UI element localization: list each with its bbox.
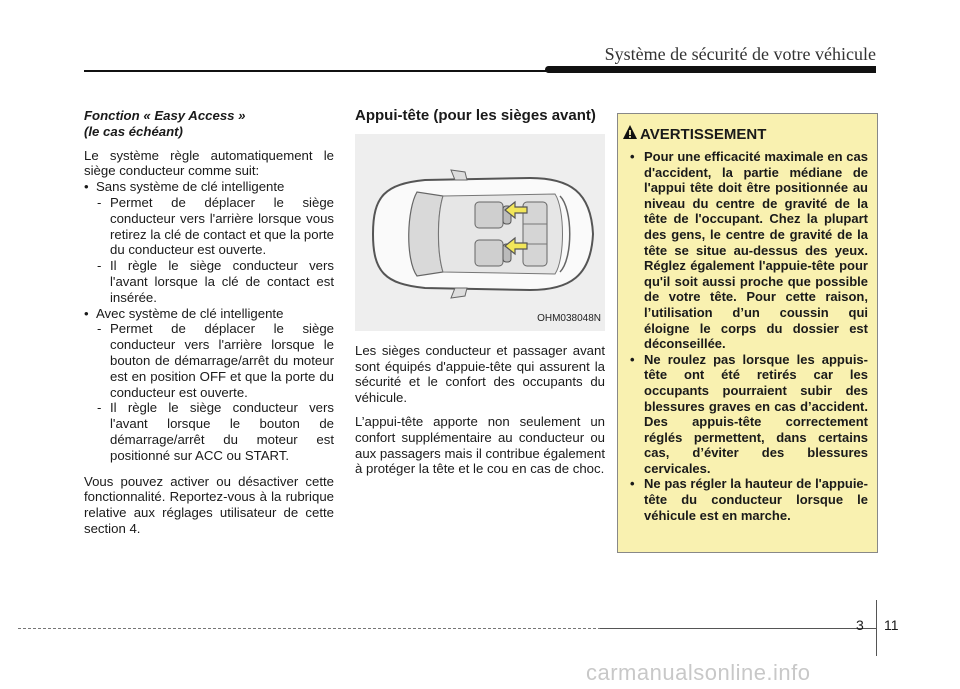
section-title: Système de sécurité de votre véhicule xyxy=(604,44,876,64)
headrest-heading: Appui-tête (pour les sièges avant) xyxy=(355,107,596,124)
subitem-text: Permet de déplacer le siège conducteur vers l'arrière lorsque le bouton de démarrage/arrêt du moteur est en position OFF et que la porte du conducteur est ouverte. xyxy=(110,321,334,400)
warning-item xyxy=(628,149,868,352)
easy-access-title-line1: Fonction « Easy Access » xyxy=(84,108,246,123)
list-item xyxy=(84,306,334,322)
page-number-separator xyxy=(876,600,877,656)
warning-item xyxy=(628,352,868,477)
subitem-text: Il règle le siège conducteur vers l'avant lorsque le bouton de démarrage/arrêt du moteur est positionné sur ACC ou START. xyxy=(110,400,334,463)
column-middle xyxy=(355,108,605,477)
bullet-glyph: • xyxy=(630,149,635,164)
bullet-glyph: • xyxy=(84,305,89,321)
warning-title: AVERTISSEMENT xyxy=(640,126,767,143)
figure-code: OHM038048N xyxy=(537,313,601,324)
dash-glyph: - xyxy=(97,321,102,337)
chapter-number: 3 xyxy=(856,617,864,633)
headrest-paragraph-1: Les sièges conducteur et passager avant sont équipés d'appuie-tête qui assurent la sécurité et le confort des occupants du véhicule. xyxy=(355,342,605,406)
dash-glyph: - xyxy=(97,258,102,274)
warning-item-text: Ne pas régler la hauteur de l'appuie-tête du conducteur lorsque le véhicule est en marche. xyxy=(644,476,868,523)
list-subitem xyxy=(84,195,334,258)
page-number: 11 xyxy=(884,617,899,633)
list-item xyxy=(84,179,334,195)
warning-list xyxy=(628,149,868,523)
subitem-text: Il règle le siège conducteur vers l'avant lorsque la clé de contact est insérée. xyxy=(110,258,334,305)
list-subitem xyxy=(84,400,334,463)
warning-box xyxy=(617,113,878,553)
warning-item-text: Ne roulez pas lorsque les appuis-tête ont été retirés car les occupants pourraient subir des blessures graves en cas d’accident. Des appuis-tête correctement réglés permettent, dans certains cas, d’éviter des blessures cervicales. xyxy=(644,351,868,476)
car-top-view-illustration xyxy=(355,134,605,331)
bullet-text: Avec système de clé intelligente xyxy=(96,305,284,321)
warning-triangle-icon xyxy=(622,124,638,140)
bullet-glyph: • xyxy=(84,179,89,195)
dash-glyph: - xyxy=(97,400,102,416)
dash-glyph: - xyxy=(97,194,102,210)
headrest-paragraph-2: L’appui-tête apporte non seulement un confort supplémentaire au conducteur ou aux passagers mais il contribue également à protéger la tête et le cou en cas de choc. xyxy=(355,413,605,477)
easy-access-title-line2: (le cas échéant) xyxy=(84,123,183,139)
list-subitem xyxy=(84,321,334,400)
car-headrest-figure xyxy=(355,134,605,331)
subitem-text: Permet de déplacer le siège conducteur vers l'arrière lorsque vous retirez la clé de contact et que la porte du conducteur est ouverte. xyxy=(110,194,334,258)
list-subitem xyxy=(84,258,334,305)
watermark: carmanualsonline.info xyxy=(586,660,811,685)
bullet-text: Sans système de clé intelligente xyxy=(96,179,285,195)
warning-item-text: Pour une efficacité maximale en cas d'accident, la partie médiane de l'appui tête doit être positionnée au niveau du centre de gravité de la tête de l'occupant. Chez la plupart des gens, le centre de gravité de la tête se situe au-dessus des yeux. Réglez également l'appuie-tête pour qu'il soit aussi proche que possible de votre tête. Pour cette raison, l’utilisation d’un coussin qui éloigne le corps du dossier est déconseillée. xyxy=(644,149,868,352)
easy-access-outro: Vous pouvez activer ou désactiver cette fonctionnalité. Reportez-vous à la rubrique relative aux réglages utilisateur de cette section 4. xyxy=(84,473,334,536)
easy-access-intro: Le système règle automatiquement le siège conducteur comme suit: xyxy=(84,147,334,179)
bullet-glyph: • xyxy=(630,351,635,367)
footer-rule-solid xyxy=(600,628,876,629)
column-left xyxy=(84,108,334,537)
bullet-glyph: • xyxy=(630,476,635,492)
header-rule-accent xyxy=(545,66,876,73)
warning-item xyxy=(628,476,868,523)
easy-access-title xyxy=(84,108,334,140)
